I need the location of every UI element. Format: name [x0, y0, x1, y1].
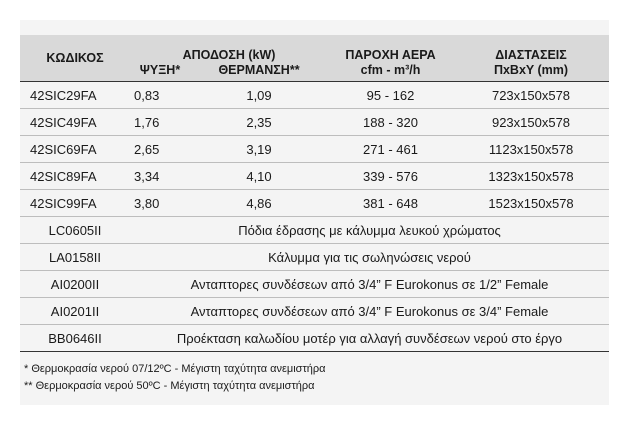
header-dimensions-line1: ΔΙΑΣΤΑΣΕΙΣ [453, 35, 609, 63]
accessory-code: LC0605II [20, 217, 130, 244]
model-dimensions: 1523x150x578 [453, 190, 609, 217]
model-airflow: 339 - 576 [328, 163, 453, 190]
model-airflow: 271 - 461 [328, 136, 453, 163]
accessory-row [20, 325, 609, 352]
accessory-description: Πόδια έδρασης με κάλυμμα λευκού χρώματος [130, 217, 609, 244]
accessory-row [20, 244, 609, 271]
header-output: ΑΠΟΔΟΣΗ (kW) [130, 35, 328, 63]
header-airflow-line1: ΠΑΡΟΧΗ ΑΕΡΑ [328, 35, 453, 63]
header-row-top [20, 35, 609, 63]
model-code: 42SIC69FA [20, 136, 130, 163]
spec-table [20, 35, 609, 352]
model-row [20, 190, 609, 217]
accessory-description: Ανταπτορες συνδέσεων από 3/4” F Eurokonus σε 3/4” Female [130, 298, 609, 325]
accessory-code: LA0158II [20, 244, 130, 271]
footnote-cooling: * Θερμοκρασία νερού 07/12ºC - Μέγιστη ταχύτητα ανεμιστήρα [24, 363, 326, 375]
accessory-code: BB0646II [20, 325, 130, 352]
model-airflow: 381 - 648 [328, 190, 453, 217]
model-code: 42SIC49FA [20, 109, 130, 136]
accessory-code: AI0201II [20, 298, 130, 325]
model-dimensions: 1123x150x578 [453, 136, 609, 163]
accessory-row [20, 298, 609, 325]
footnote-heating: ** Θερμοκρασία νερού 50ºC - Μέγιστη ταχύτητα ανεμιστήρα [24, 380, 315, 392]
model-row [20, 109, 609, 136]
model-row [20, 82, 609, 109]
model-row [20, 136, 609, 163]
header-dimensions-line2: ΠxBxY (mm) [453, 63, 609, 82]
model-cooling: 3,80 [130, 190, 190, 217]
footnotes [24, 361, 326, 395]
model-airflow: 95 - 162 [328, 82, 453, 109]
header-airflow-line2: cfm - m³/h [328, 63, 453, 82]
header-code: ΚΩΔΙΚΟΣ [20, 35, 130, 82]
model-cooling: 2,65 [130, 136, 190, 163]
accessory-code: AI0200II [20, 271, 130, 298]
model-cooling: 3,34 [130, 163, 190, 190]
model-code: 42SIC89FA [20, 163, 130, 190]
model-cooling: 1,76 [130, 109, 190, 136]
spec-table-panel [20, 20, 609, 405]
header-cooling: ΨΥΞΗ* [130, 63, 190, 82]
model-cooling: 0,83 [130, 82, 190, 109]
accessory-description: Προέκταση καλωδίου μοτέρ για αλλαγή συνδέσεων νερού στο έργο [130, 325, 609, 352]
model-heating: 1,09 [190, 82, 328, 109]
accessory-description: Ανταπτορες συνδέσεων από 3/4” F Eurokonus σε 1/2” Female [130, 271, 609, 298]
model-code: 42SIC99FA [20, 190, 130, 217]
model-heating: 4,86 [190, 190, 328, 217]
model-dimensions: 1323x150x578 [453, 163, 609, 190]
model-heating: 2,35 [190, 109, 328, 136]
accessory-row [20, 217, 609, 244]
model-airflow: 188 - 320 [328, 109, 453, 136]
model-heating: 4,10 [190, 163, 328, 190]
accessory-description: Κάλυμμα για τις σωληνώσεις νερού [130, 244, 609, 271]
header-heating: ΘΕΡΜΑΝΣΗ** [190, 63, 328, 82]
model-code: 42SIC29FA [20, 82, 130, 109]
model-dimensions: 923x150x578 [453, 109, 609, 136]
model-heating: 3,19 [190, 136, 328, 163]
model-row [20, 163, 609, 190]
accessory-row [20, 271, 609, 298]
model-dimensions: 723x150x578 [453, 82, 609, 109]
